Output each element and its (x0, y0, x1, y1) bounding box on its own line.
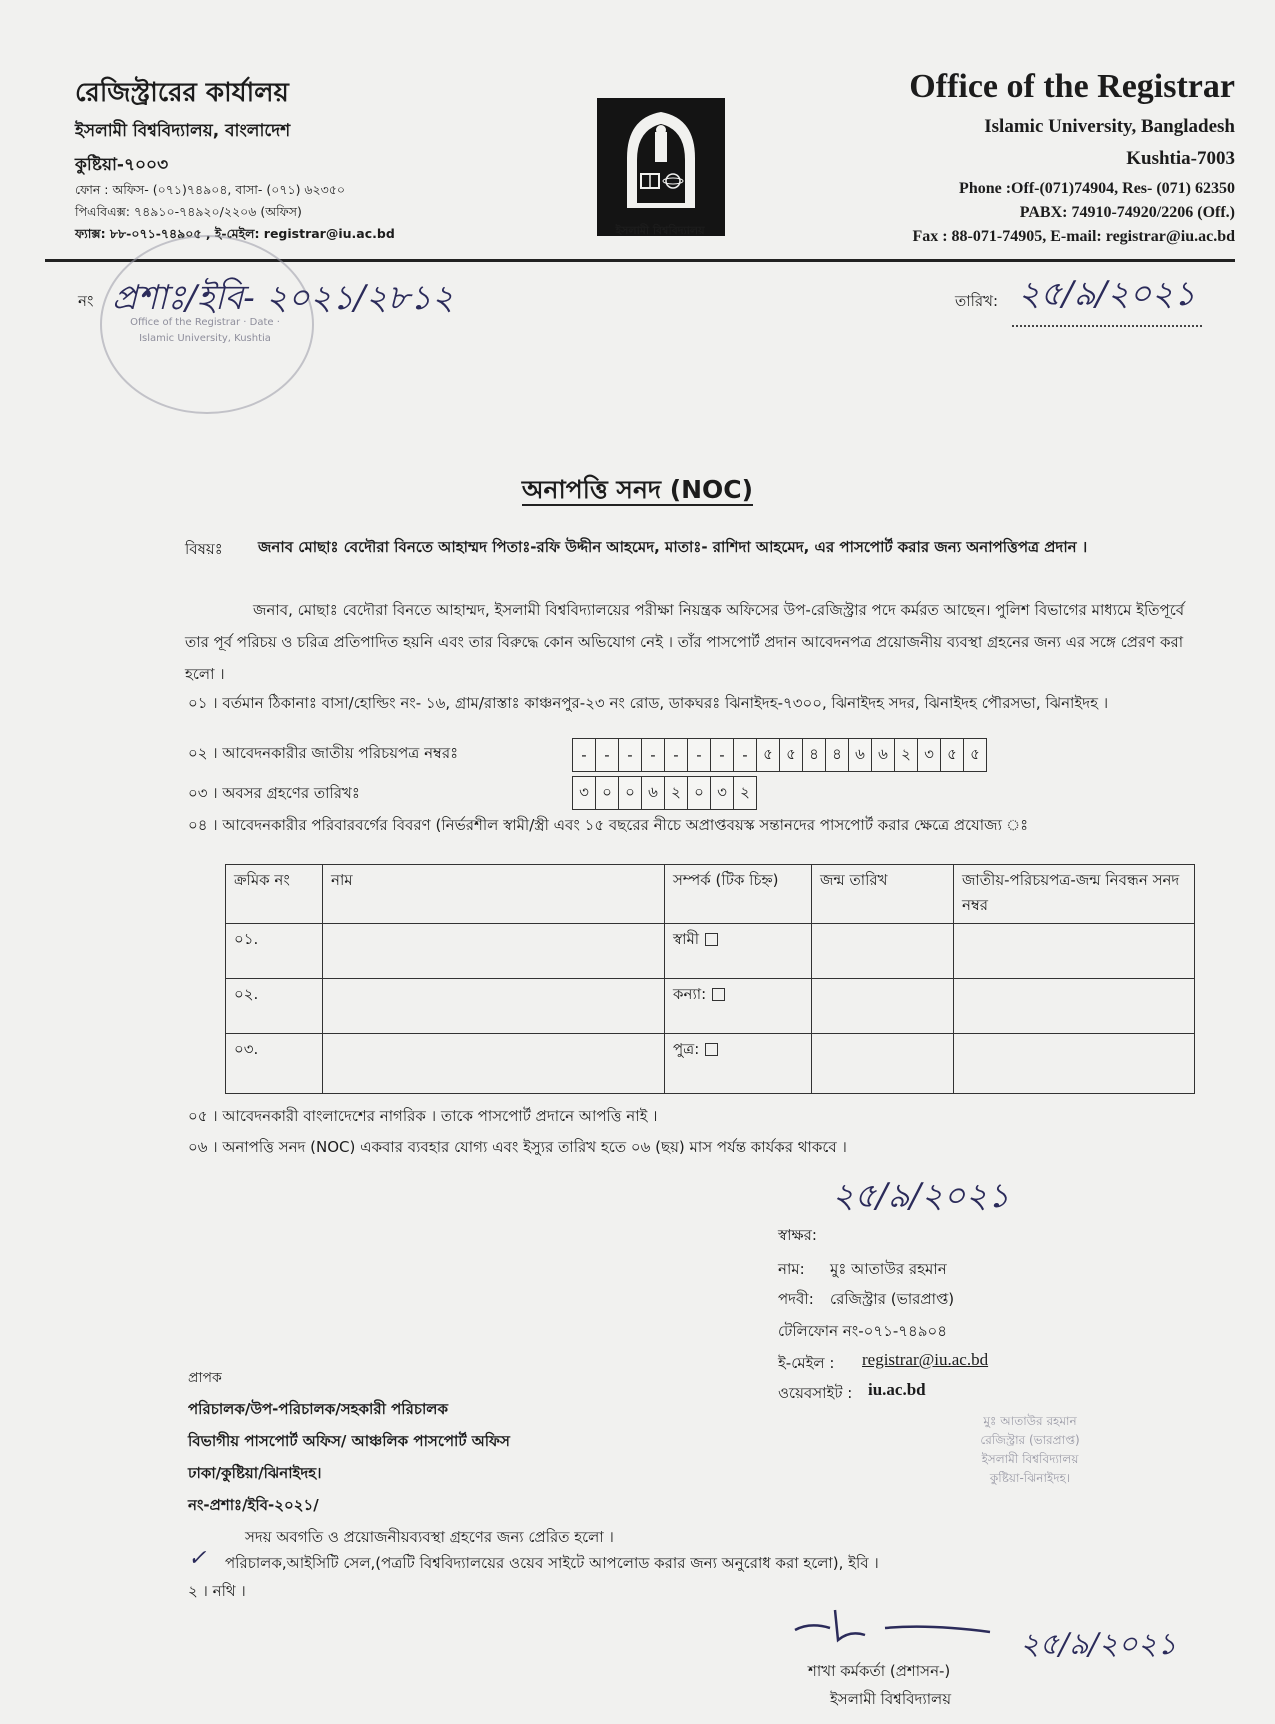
row-nid[interactable] (954, 979, 1195, 1034)
header-en-university: Islamic University, Bangladesh (984, 116, 1235, 137)
header-en-fax: Fax : 88-071-74905, E-mail: registrar@iu.ac.bd (912, 228, 1235, 245)
signatory-seal (950, 1412, 1110, 1488)
digit-box: - (641, 738, 664, 772)
recipient-line-3: ঢাকা/কুষ্টিয়া/ঝিনাইদহ। (188, 1464, 322, 1482)
ref-label: নং (78, 292, 94, 310)
row-nid[interactable] (954, 1034, 1195, 1094)
officer-university: ইসলামী বিশ্ববিদ্যালয় (830, 1690, 952, 1708)
name-label: নাম: (778, 1260, 805, 1278)
row-serial: ০১. (226, 924, 323, 979)
row-relation[interactable] (665, 924, 812, 979)
digit-box: ৩ (710, 776, 733, 810)
relation-label: স্বামী (673, 930, 700, 948)
th-relation: সম্পর্ক (টিক চিহ্ন) (665, 865, 812, 924)
digit-box: ৫ (963, 738, 987, 772)
header-en-pabx: PABX: 74910-74920/2206 (Off.) (1019, 204, 1235, 221)
seal-line: কুষ্টিয়া-ঝিনাইদহ। (989, 1471, 1071, 1485)
seal-line: ইসলামী বিশ্ববিদ্যালয় (981, 1452, 1079, 1466)
digit-box: ০ (618, 776, 641, 810)
row-birthdate[interactable] (812, 924, 954, 979)
header-en-title: Office of the Registrar (909, 68, 1235, 105)
recipient-ref: নং-প্রশাঃ/ইবি-২০২১/ (188, 1496, 319, 1514)
relation-checkbox[interactable] (705, 1043, 718, 1056)
seal-line: মুঃ আতাউর রহমান (983, 1414, 1077, 1428)
subject-label: বিষয়ঃ (185, 540, 223, 558)
table-row (226, 1034, 1195, 1094)
email-label: ই-মেইল : (778, 1354, 835, 1372)
family-table (225, 864, 1195, 1094)
header-bn-title: রেজিস্ট্রারের কার্যালয় (75, 78, 289, 108)
header-en-phone: Phone :Off-(071)74904, Res- (071) 62350 (959, 180, 1235, 197)
digit-box: - (595, 738, 618, 772)
relation-checkbox[interactable] (712, 988, 725, 1001)
recipient-line-1: পরিচালক/উপ-পরিচালক/সহকারী পরিচালক (188, 1400, 448, 1418)
row-serial: ০২. (226, 979, 323, 1034)
th-nid: জাতীয়-পরিচয়পত্র-জন্ম নিবন্ধন সনদ নম্বর (954, 865, 1195, 924)
header-en-city: Kushtia-7003 (1126, 148, 1235, 169)
family-table-header (226, 865, 1195, 924)
item-03-retire-label: ০৩ । অবসর গ্রহণের তারিখঃ (188, 784, 360, 802)
body-paragraph: জনাব, মোছাঃ বেদৌরা বিনতে আহাম্মদ, ইসলামী বিশ্ববিদ্যালয়ের পরীক্ষা নিয়ন্ত্রক অফিসের উপ-রেজিস্ট্রার পদে কর্মরত আছেন। পুলিশ বিভাগের মাধ্যমে ইতিপূর্বে তার পূর্ব পরিচয় ও চরিত্র প্রতিপাদিত হয়নি এবং তার বিরুদ্ধে কোন অভিযোগ নেই । তাঁর পাসপোর্ট প্রদান আবেদনপত্র প্রয়োজনীয় ব্যবস্থা গ্রহনের জন্য এর সঙ্গে প্রেরণ করা হলো । (185, 601, 1185, 683)
row-nid[interactable] (954, 924, 1195, 979)
tick-mark-icon: ✓ (188, 1546, 207, 1571)
signatory-email-link[interactable]: registrar@iu.ac.bd (862, 1350, 989, 1369)
copy-intro: সদয় অবগতি ও প্রয়োজনীয়ব্যবস্থা গ্রহণের জন্য প্রেরিত হলো । (245, 1528, 614, 1546)
digit-box: ৫ (779, 738, 802, 772)
digit-box: ৩ (917, 738, 940, 772)
digit-box: ৬ (848, 738, 871, 772)
recipient-label: প্রাপক (188, 1370, 222, 1386)
signatory-phone: টেলিফোন নং-০৭১-৭৪৯০৪ (778, 1322, 947, 1340)
recipient-line-2: বিভাগীয় পাসপোর্ট অফিস/ আঞ্চলিক পাসপোর্ট অফিস (188, 1432, 510, 1450)
digit-box: ৬ (641, 776, 664, 810)
office-stamp-text: Office of the Registrar · Date · Islamic University, Kushtia (130, 317, 280, 344)
retire-date-boxes (572, 776, 757, 810)
row-serial: ০৩. (226, 1034, 323, 1094)
digit-box: - (572, 738, 595, 772)
digit-box: - (687, 738, 710, 772)
copy-item-2: ২ । নথি । (188, 1582, 246, 1600)
document-title: অনাপত্তি সনদ (NOC) (521, 475, 754, 504)
item-05-citizen: ০৫ । আবেদনকারী বাংলাদেশের নাগরিক । তাকে পাসপোর্ট প্রদানে আপত্তি নাই । (188, 1107, 658, 1125)
header-bn-pabx: পিএবিএক্স: ৭৪৯১০-৭৪৯২০/২২০৬ (অফিস) (75, 204, 302, 219)
designation-label: পদবী: (778, 1290, 814, 1308)
subject-text: জনাব মোছাঃ বেদৌরা বিনতে আহাম্মদ পিতাঃ-রফি উদ্দীন আহমেদ, মাতাঃ- রাশিদা আহমেদ, এর পাসপোর্ট করার জন্য অনাপত্তিপত্র প্রদান । (258, 538, 1088, 556)
date-label: তারিখ: (955, 292, 999, 310)
header-bn-university: ইসলামী বিশ্ববিদ্যালয়, বাংলাদেশ (75, 121, 291, 141)
digit-box: ২ (894, 738, 917, 772)
logo-caption: ইসলামী বিশ্ববিদ্যালয় (615, 224, 705, 237)
signatory-designation: রেজিস্ট্রার (ভারপ্রাপ্ত) (830, 1290, 955, 1308)
row-name[interactable] (323, 979, 665, 1034)
table-row (226, 924, 1195, 979)
row-relation[interactable] (665, 1034, 812, 1094)
digit-box: ২ (733, 776, 757, 810)
relation-label: কন্যা: (673, 985, 707, 1003)
digit-box: ৪ (825, 738, 848, 772)
digit-box: ০ (595, 776, 618, 810)
digit-box: ৫ (940, 738, 963, 772)
row-name[interactable] (323, 924, 665, 979)
issue-date: ২৫/৯/২০২১ (1012, 268, 1202, 327)
digit-box: ২ (664, 776, 687, 810)
table-row (226, 979, 1195, 1034)
ref-number: প্রশাঃ/ইবি- ২০২১/২৮১২ (112, 278, 454, 318)
th-serial: ক্রমিক নং (226, 865, 323, 924)
digit-box: ৩ (572, 776, 595, 810)
digit-box: ৪ (802, 738, 825, 772)
digit-box: - (733, 738, 756, 772)
row-name[interactable] (323, 1034, 665, 1094)
nid-digit-boxes (572, 738, 987, 772)
header-bn-phone: ফোন : অফিস- (০৭১)৭৪৯০৪, বাসা- (০৭১) ৬২৩৫০ (75, 182, 346, 197)
digit-box: ০ (687, 776, 710, 810)
copy-item-1: পরিচালক,আইসিটি সেল,(পত্রটি বিশ্ববিদ্যালয়ের ওয়েব সাইটে আপলোড করার জন্য অনুরোধ করা হলো), ইবি । (225, 1554, 879, 1572)
relation-checkbox[interactable] (705, 933, 718, 946)
website-label: ওয়েবসাইট : (778, 1384, 853, 1402)
digit-box: - (664, 738, 687, 772)
signature-scrawl: ২৫/৯/২০২১ (832, 1176, 1010, 1216)
seal-line: রেজিস্ট্রার (ভারপ্রাপ্ত) (980, 1433, 1080, 1447)
officer-date-scrawl: ২৫/৯/২০২১ (1020, 1627, 1177, 1662)
signatory-website: iu.ac.bd (868, 1380, 926, 1399)
officer-designation: শাখা কর্মকর্তা (প্রশাসন-) (808, 1662, 951, 1680)
item-02-nid-label: ০২ । আবেদনকারীর জাতীয় পরিচয়পত্র নম্বরঃ (188, 744, 459, 762)
signatory-name: মুঃ আতাউর রহমান (830, 1260, 947, 1278)
item-04-family-label: ০৪ । আবেদনকারীর পরিবারবর্গের বিবরণ (নির্ভরশীল স্বামী/স্ত্রী এবং ১৫ বছরের নীচে অপ্রাপ্তবয়স্ক সন্তানদের পাসপোর্ট করার ক্ষেত্রে প্রযোজ্য ঃ (188, 816, 1029, 834)
digit-box: - (710, 738, 733, 772)
item-01-address: ০১ । বর্তমান ঠিকানাঃ বাসা/হোল্ডিং নং- ১৬, গ্রাম/রাস্তাঃ কাঞ্চনপুর-২৩ নং রোড, ডাকঘরঃ ঝিনাইদহ-৭৩০০, ঝিনাইদহ সদর, ঝিনাইদহ পৌরসভা, ঝিনাইদহ । (188, 694, 1109, 712)
digit-box: - (618, 738, 641, 772)
th-name: নাম (323, 865, 665, 924)
row-relation[interactable] (665, 979, 812, 1034)
sign-label: স্বাক্ষর: (778, 1226, 817, 1244)
header-bn-fax: ফ্যাক্স: ৮৮-০৭১-৭৪৯০৫ , ই-মেইল: registrar@iu.ac.bd (75, 226, 395, 241)
university-logo (597, 98, 725, 236)
header-bn-city: কুষ্টিয়া-৭০০৩ (75, 155, 169, 175)
digit-box: ৫ (756, 738, 779, 772)
relation-label: পুত্র: (673, 1040, 700, 1058)
row-birthdate[interactable] (812, 979, 954, 1034)
officer-signature-scrawl (790, 1600, 1000, 1650)
th-birthdate: জন্ম তারিখ (812, 865, 954, 924)
item-06-validity: ০৬ । অনাপত্তি সনদ (NOC) একবার ব্যবহার যোগ্য এবং ইস্যুর তারিখ হতে ০৬ (ছয়) মাস পর্যন্ত কার্যকর থাকবে । (188, 1138, 847, 1156)
digit-box: ৬ (871, 738, 894, 772)
row-birthdate[interactable] (812, 1034, 954, 1094)
